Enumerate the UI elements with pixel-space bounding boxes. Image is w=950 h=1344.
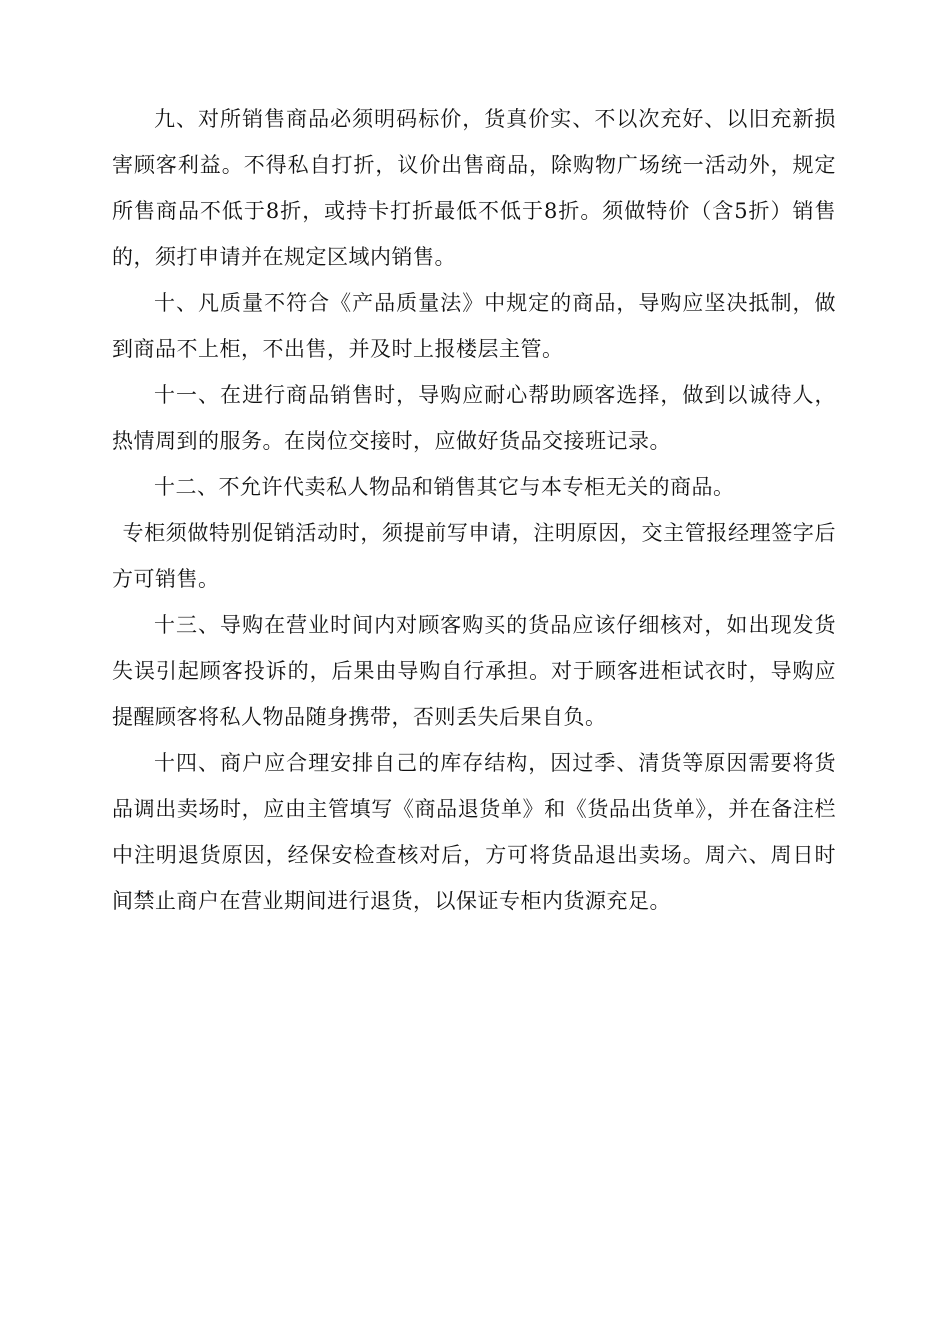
document-body (112, 96, 836, 924)
paragraph-rule-10: 十、凡质量不符合《产品质量法》中规定的商品，导购应坚决抵制，做到商品不上柜，不出售，并及时上报楼层主管。 (112, 291, 836, 361)
paragraph-rule-9: 九、对所销售商品必须明码标价，货真价实、不以次充好、以旧充新损害顾客利益。不得私自打折，议价出售商品，除购物广场统一活动外，规定所售商品不低于8折，或持卡打折最低不低于8折。须做特价（含5折）销售的，须打申请并在规定区域内销售。 (112, 107, 836, 269)
paragraph-rule-11: 十一、在进行商品销售时，导购应耐心帮助顾客选择，做到以诚待人，热情周到的服务。在岗位交接时，应做好货品交接班记录。 (112, 383, 836, 453)
paragraph-promotion-note: 专柜须做特别促销活动时，须提前写申请，注明原因，交主管报经理签字后方可销售。 (112, 521, 836, 591)
paragraph-rule-14: 十四、商户应合理安排自己的库存结构，因过季、清货等原因需要将货品调出卖场时，应由主管填写《商品退货单》和《货品出货单》，并在备注栏中注明退货原因，经保安检查核对后，方可将货品退出卖场。周六、周日时间禁止商户在营业期间进行退货，以保证专柜内货源充足。 (112, 751, 836, 913)
paragraph-rule-12: 十二、不允许代卖私人物品和销售其它与本专柜无关的商品。 (154, 475, 735, 499)
paragraph-rule-13: 十三、导购在营业时间内对顾客购买的货品应该仔细核对，如出现发货失误引起顾客投诉的，后果由导购自行承担。对于顾客进柜试衣时，导购应提醒顾客将私人物品随身携带，否则丢失后果自负。 (112, 613, 836, 729)
